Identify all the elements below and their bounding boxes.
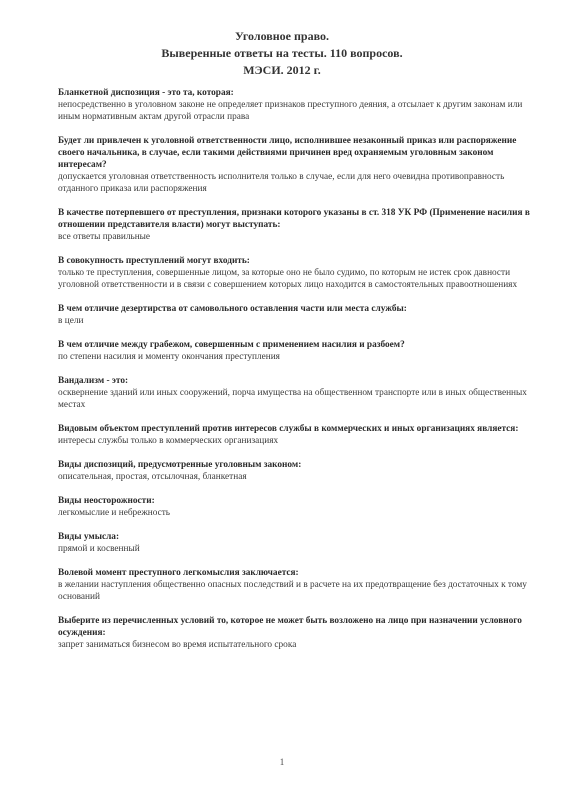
question-text: Волевой момент преступного легкомыслия заключается:	[58, 568, 299, 578]
qa-list	[58, 87, 536, 663]
question-text: В чем отличие дезертирства от самовольного оставления части или места службы:	[58, 304, 407, 314]
question-text: Виды диспозиций, предусмотренные уголовным законом:	[58, 460, 302, 470]
qa-item	[58, 423, 536, 447]
question-text: Вандализм - это:	[58, 376, 129, 386]
answer-text: прямой и косвенный	[58, 544, 140, 554]
answer-text: интересы службы только в коммерческих организациях	[58, 436, 279, 446]
answer-text: все ответы правильные	[58, 232, 151, 242]
page-number: 1	[279, 757, 285, 767]
answer-text: запрет заниматься бизнесом во время испытательного срока	[58, 640, 297, 650]
qa-item	[58, 531, 536, 555]
qa-item	[58, 255, 536, 291]
answer-text: описательная, простая, отсылочная, бланкетная	[58, 472, 247, 482]
answer-text: в цели	[58, 316, 84, 326]
question-text: Выберите из перечисленных условий то, которое не может быть возложено на лицо при назначении условного осуждения:	[58, 616, 522, 638]
answer-text: только те преступления, совершенные лицом, за которые оно не было судимо, по которым не истек срок давности уголовной ответственности и в связи с совершением которых лицо находится в самостоятельных правоотношениях	[58, 268, 518, 290]
question-text: Виды неосторожности:	[58, 496, 155, 506]
answer-text: по степени насилия и моменту окончания преступления	[58, 352, 280, 362]
qa-item	[58, 303, 536, 327]
answer-text: легкомыслие и небрежность	[58, 508, 171, 518]
qa-item	[58, 135, 536, 195]
answer-text: в желании наступления общественно опасных последствий и в расчете на их предотвращение без достаточных к тому оснований	[58, 580, 527, 602]
question-text: Видовым объектом преступлений против интересов службы в коммерческих и иных организациях является:	[58, 424, 519, 434]
question-text: Виды умысла:	[58, 532, 120, 542]
answer-text: осквернение зданий или иных сооружений, порча имущества на общественном транспорте или в иных общественных местах	[58, 388, 527, 410]
qa-item	[58, 207, 536, 243]
question-text: В чем отличие между грабежом, совершенным с применением насилия и разбоем?	[58, 340, 405, 350]
question-text: В качестве потерпевшего от преступления, признаки которого указаны в ст. 318 УК РФ (Применение насилия в отношении представителя власти) могут выступать:	[58, 208, 530, 230]
qa-item	[58, 567, 536, 603]
question-text: Бланкетной диспозиция - это та, которая:	[58, 88, 234, 98]
document-header	[0, 28, 564, 79]
header-subtitle: Выверенные ответы на тесты. 110 вопросов.	[161, 46, 403, 60]
qa-item	[58, 615, 536, 651]
qa-item	[58, 495, 536, 519]
question-text: В совокупность преступлений могут входить:	[58, 256, 250, 266]
header-title: Уголовное право.	[235, 29, 329, 43]
qa-item	[58, 375, 536, 411]
qa-item	[58, 339, 536, 363]
header-source: МЭСИ. 2012 г.	[243, 63, 321, 77]
answer-text: допускается уголовная ответственность исполнителя только в случае, если для него очевидна противоправность отданного приказа или распоряжения	[58, 172, 505, 194]
qa-item	[58, 87, 536, 123]
qa-item	[58, 459, 536, 483]
answer-text: непосредственно в уголовном законе не определяет признаков преступного деяния, а отсылает к другим законам или иным нормативным актам другой отрасли права	[58, 100, 523, 122]
question-text: Будет ли привлечен к уголовной ответственности лицо, исполнившее незаконный приказ или распоряжение своего начальника, в случае, если такими действиями причинен вред охраняемым уголовным законом интересам?	[58, 136, 517, 170]
